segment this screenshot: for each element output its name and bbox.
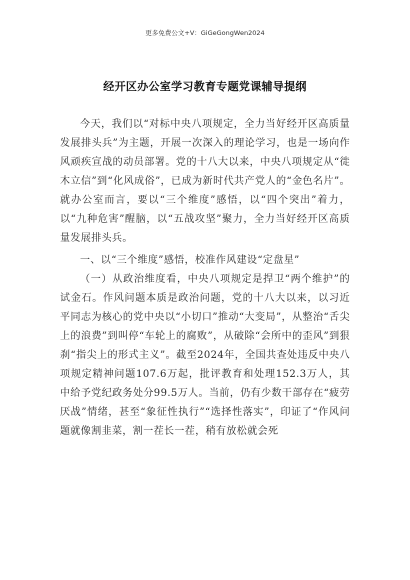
document-body bbox=[60, 115, 350, 441]
section-heading: 一、以“三个维度”感悟，校准作风建设“定盘星” bbox=[80, 255, 300, 266]
document-title: 经开区办公室学习教育专题党课辅导提纲 bbox=[103, 80, 307, 93]
intro-paragraph: 今天，我们以“对标中央八项规定，全力当好经开区高质量发展排头兵”为主题，开展一次深入的理论学习，也是一场向作风顽疾宣战的动员部署。党的十八大以来，中央八项规定从“徙木立信”到“化风成俗”，已成为新时代共产党人的“金色名片”。就办公室而言，要以“三个维度”感悟，以“四个突出”着力，以“九种危害”醒脑，以“五战攻坚”聚力，全力当好经开区高质量发展排头兵。 bbox=[60, 119, 350, 244]
sub-paragraph: （一）从政治维度看，中央八项规定是捍卫“两个维护”的试金石。作风问题本质是政治问题，党的十八大以来，以习近平同志为核心的党中央以“小切口”推动“大变局”，从整治“舌尖上的浪费”到叫停“车轮上的腐败”，从破除“会所中的歪风”到狠刹“指尖上的形式主义”。截至2024年，全国共查处违反中央八项规定精神问题107.6万起，批评教育和处理152.3万人，其中给予党纪政务处分99.5万人。当前，仍有少数干部存在“疲劳厌战”情绪，甚至“象征性执行”“选择性落实”，印证了“作风问题就像割韭菜，割一茬长一茬，稍有放松就会死 bbox=[60, 274, 350, 437]
header-note: 更多免费公文+V：GiGeGongWen2024 bbox=[145, 29, 265, 37]
